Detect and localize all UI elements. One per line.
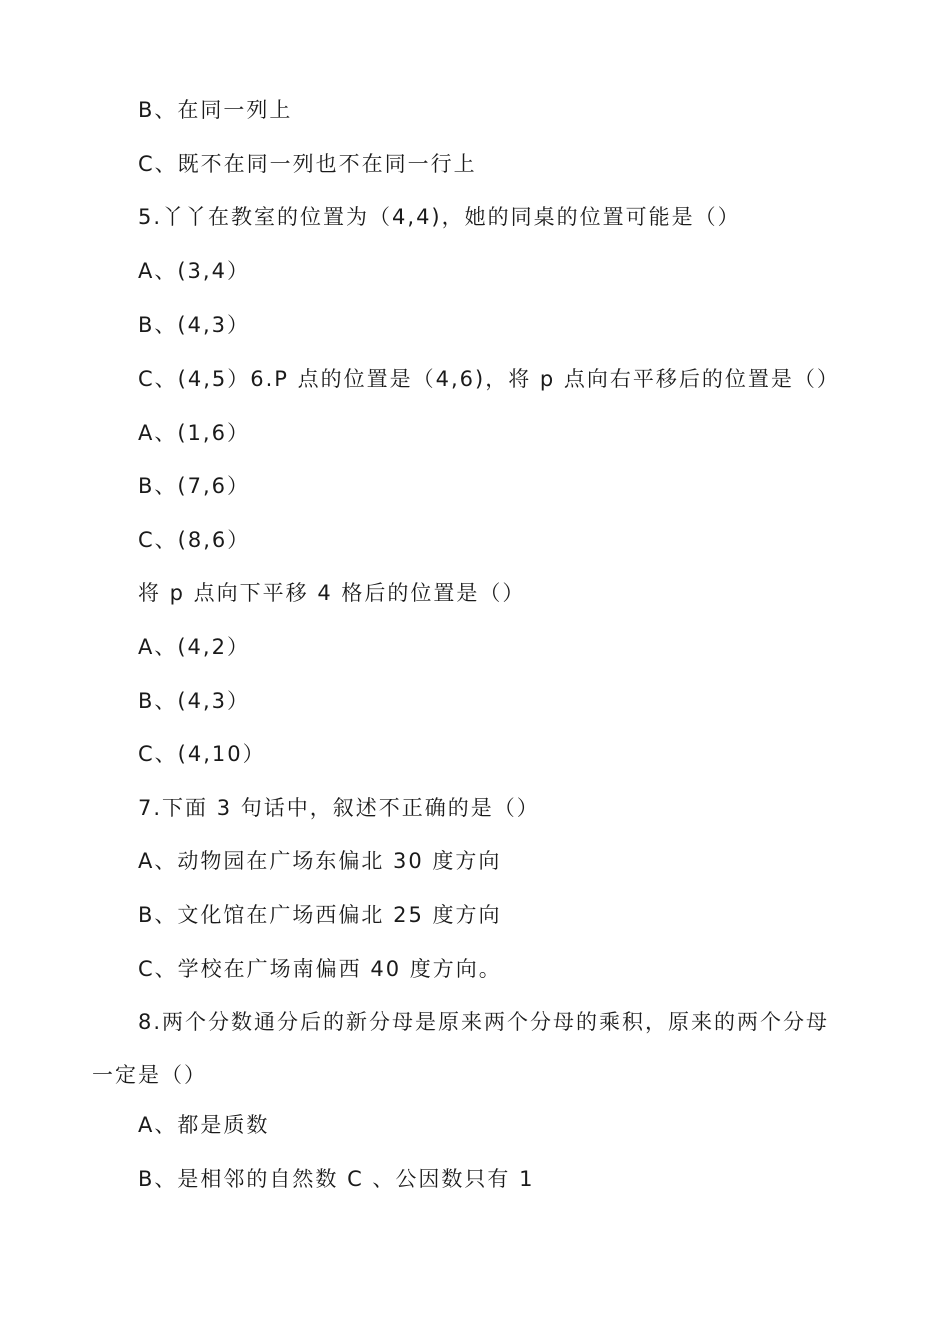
q5-option-a: A、(3,4） bbox=[138, 259, 250, 283]
q7-option-a: A、动物园在广场东偏北 30 度方向 bbox=[138, 849, 502, 873]
option-c-neither: C、既不在同一列也不在同一行上 bbox=[138, 152, 477, 176]
q6b-option-b: B、(4,3） bbox=[138, 689, 250, 713]
q6-option-c: C、(8,6） bbox=[138, 528, 251, 552]
q5-option-c-question-6: C、(4,5）6.P 点的位置是（4,6)，将 p 点向右平移后的位置是（） bbox=[138, 367, 840, 391]
question-5: 5.丫丫在教室的位置为（4,4)，她的同桌的位置可能是（） bbox=[138, 205, 741, 229]
q7-option-c: C、学校在广场南偏西 40 度方向。 bbox=[138, 957, 502, 981]
q6b-option-a: A、(4,2） bbox=[138, 635, 250, 659]
question-8-continued: 一定是（） bbox=[92, 1063, 207, 1087]
q6-option-b: B、(7,6） bbox=[138, 474, 250, 498]
q5-option-b: B、(4,3） bbox=[138, 313, 250, 337]
option-b-same-column: B、在同一列上 bbox=[138, 98, 293, 122]
q6b-option-c: C、(4,10） bbox=[138, 742, 266, 766]
question-6-part-2: 将 p 点向下平移 4 格后的位置是（） bbox=[138, 581, 526, 605]
q8-option-a: A、都是质数 bbox=[138, 1113, 270, 1137]
question-7: 7.下面 3 句话中，叙述不正确的是（） bbox=[138, 796, 540, 820]
q8-option-b-c: B、是相邻的自然数 C 、公因数只有 1 bbox=[138, 1167, 535, 1191]
question-8: 8.两个分数通分后的新分母是原来两个分母的乘积，原来的两个分母 bbox=[138, 1010, 830, 1034]
q7-option-b: B、文化馆在广场西偏北 25 度方向 bbox=[138, 903, 502, 927]
q6-option-a: A、(1,6） bbox=[138, 421, 250, 445]
